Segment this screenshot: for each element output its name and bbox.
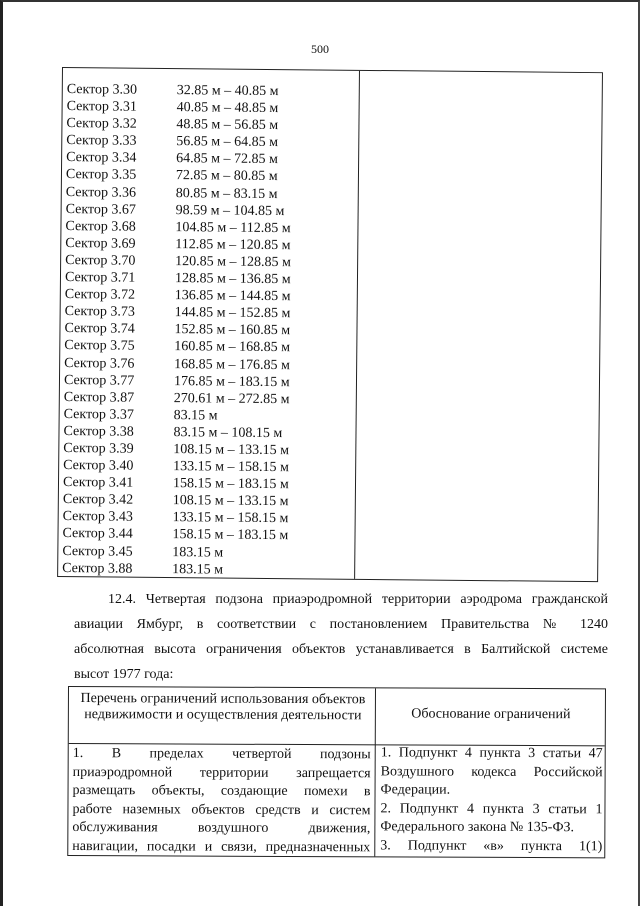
sector-rows: [62, 81, 357, 579]
sector-name: Сектор 3.37: [63, 406, 135, 423]
height-range: 98.59 м – 104.85 м: [175, 202, 285, 219]
sector-name: Сектор 3.38: [63, 423, 134, 440]
height-range: 168.85 м – 176.85 м: [174, 356, 290, 373]
sector-name: Сектор 3.77: [63, 372, 135, 389]
sector-name: Сектор 3.75: [64, 338, 135, 355]
header-justification: Обоснование ограничений: [411, 706, 571, 723]
height-range: 158.15 м – 183.15 м: [172, 527, 289, 544]
height-range: 80.85 м – 83.15 м: [175, 185, 278, 202]
height-range: 32.85 м – 40.85 м: [176, 83, 279, 100]
sector-name: Сектор 3.31: [66, 99, 137, 115]
sector-name: Сектор 3.71: [64, 270, 136, 286]
cell-line: работе наземных объектов средств и систем: [72, 801, 371, 818]
height-range: 108.15 м – 133.15 м: [173, 442, 290, 459]
sector-name: Сектор 3.35: [65, 167, 137, 184]
height-range: 83.15 м – 108.15 м: [173, 424, 283, 442]
height-range: 133.15 м – 158.15 м: [173, 459, 289, 476]
height-range: 128.85 м – 136.85 м: [174, 271, 291, 288]
height-range: 108.15 м – 133.15 м: [172, 493, 289, 510]
sector-name: Сектор 3.76: [64, 355, 135, 372]
justification-cell: [380, 744, 602, 856]
sector-name: Сектор 3.68: [65, 218, 136, 235]
sector-name: Сектор 3.32: [66, 116, 137, 132]
sector-height-table: [57, 67, 603, 582]
cell-line: навигации, посадки и связи, предназначенных: [72, 838, 371, 855]
paragraph-line: высот 1977 года:: [74, 667, 174, 682]
height-range: 120.85 м – 128.85 м: [175, 254, 291, 271]
height-range: 183.15 м: [172, 561, 224, 578]
sector-name: Сектор 3.73: [64, 304, 136, 320]
sector-name: Сектор 3.45: [62, 543, 133, 560]
page-number: 500: [311, 42, 329, 56]
cell-line: обслуживания воздушного движения,: [72, 820, 371, 837]
cell-line: 2. Подпункт 4 пункта 3 статьи 1: [380, 800, 603, 817]
cell-line: размещать объекты, создающие помехи в: [72, 783, 371, 800]
cell-line: 1. В пределах четвертой подзоны: [72, 746, 371, 763]
height-range: 270.61 м – 272.85 м: [173, 390, 290, 407]
header-restrictions: Перечень ограничений использования объектов недвижимости и осуществления деятельности: [80, 691, 366, 724]
sector-name: Сектор 3.39: [63, 440, 134, 457]
paragraph-line: 12.4. Четвертая подзона приаэродромной территории аэродрома гражданской: [108, 592, 608, 607]
height-range: 152.85 м – 160.85 м: [174, 322, 291, 339]
height-range: 83.15 м: [173, 407, 218, 424]
paragraph-12-4: [74, 587, 608, 687]
height-range: 160.85 м – 168.85 м: [174, 339, 291, 356]
sector-name: Сектор 3.67: [65, 201, 136, 218]
sector-name: Сектор 3.40: [63, 458, 134, 474]
sector-name: Сектор 3.72: [64, 287, 136, 303]
height-range: 133.15 м – 158.15 м: [172, 510, 289, 527]
height-range: 144.85 м – 152.85 м: [174, 305, 291, 322]
sector-name: Сектор 3.42: [62, 492, 134, 508]
height-range: 104.85 м – 112.85 м: [175, 219, 291, 236]
sector-name: Сектор 3.69: [65, 235, 136, 252]
height-range: 72.85 м – 80.85 м: [175, 168, 278, 185]
cell-line: Воздушного кодекса Российской: [380, 763, 603, 780]
cell-line: приаэродромной территории запрещается: [72, 764, 371, 781]
sector-name: Сектор 3.30: [66, 82, 138, 98]
sector-name: Сектор 3.74: [64, 321, 135, 338]
cell-line: Федерации.: [380, 782, 451, 798]
table-row: [62, 560, 352, 580]
paragraph-line: авиации Ямбург, в соответствии с постановлением Правительства № 1240: [74, 617, 608, 632]
height-range: 183.15 м: [172, 544, 224, 561]
column-separator: [374, 688, 376, 856]
height-range: 158.15 м – 183.15 м: [172, 476, 289, 493]
cell-line: Федерального закона № 135-ФЗ.: [380, 819, 575, 836]
height-range: 64.85 м – 72.85 м: [176, 151, 278, 168]
sector-name: Сектор 3.41: [62, 475, 134, 491]
restrictions-table: [67, 686, 606, 858]
height-range: 176.85 м – 183.15 м: [173, 373, 290, 390]
sector-name: Сектор 3.88: [62, 560, 133, 577]
cell-line: 3. Подпункт «в» пункта 1(1): [380, 837, 603, 854]
sector-name: Сектор 3.87: [63, 389, 135, 406]
sector-name: Сектор 3.44: [62, 526, 133, 543]
sector-name: Сектор 3.70: [65, 252, 136, 269]
restrictions-cell: [72, 745, 370, 857]
sector-name: Сектор 3.34: [66, 150, 137, 167]
sector-name: Сектор 3.33: [66, 133, 137, 150]
sector-name: Сектор 3.43: [62, 509, 134, 526]
height-range: 40.85 м – 48.85 м: [176, 100, 279, 117]
height-range: 112.85 м – 120.85 м: [175, 236, 291, 254]
height-range: 56.85 м – 64.85 м: [176, 134, 279, 151]
paragraph-line: абсолютная высота ограничения объектов устанавливается в Балтийской системе: [74, 642, 608, 657]
height-range: 48.85 м – 56.85 м: [176, 117, 279, 134]
height-range: 136.85 м – 144.85 м: [174, 288, 291, 305]
cell-line: 1. Подпункт 4 пункта 3 статьи 47: [380, 745, 603, 762]
sector-name: Сектор 3.36: [65, 184, 137, 201]
